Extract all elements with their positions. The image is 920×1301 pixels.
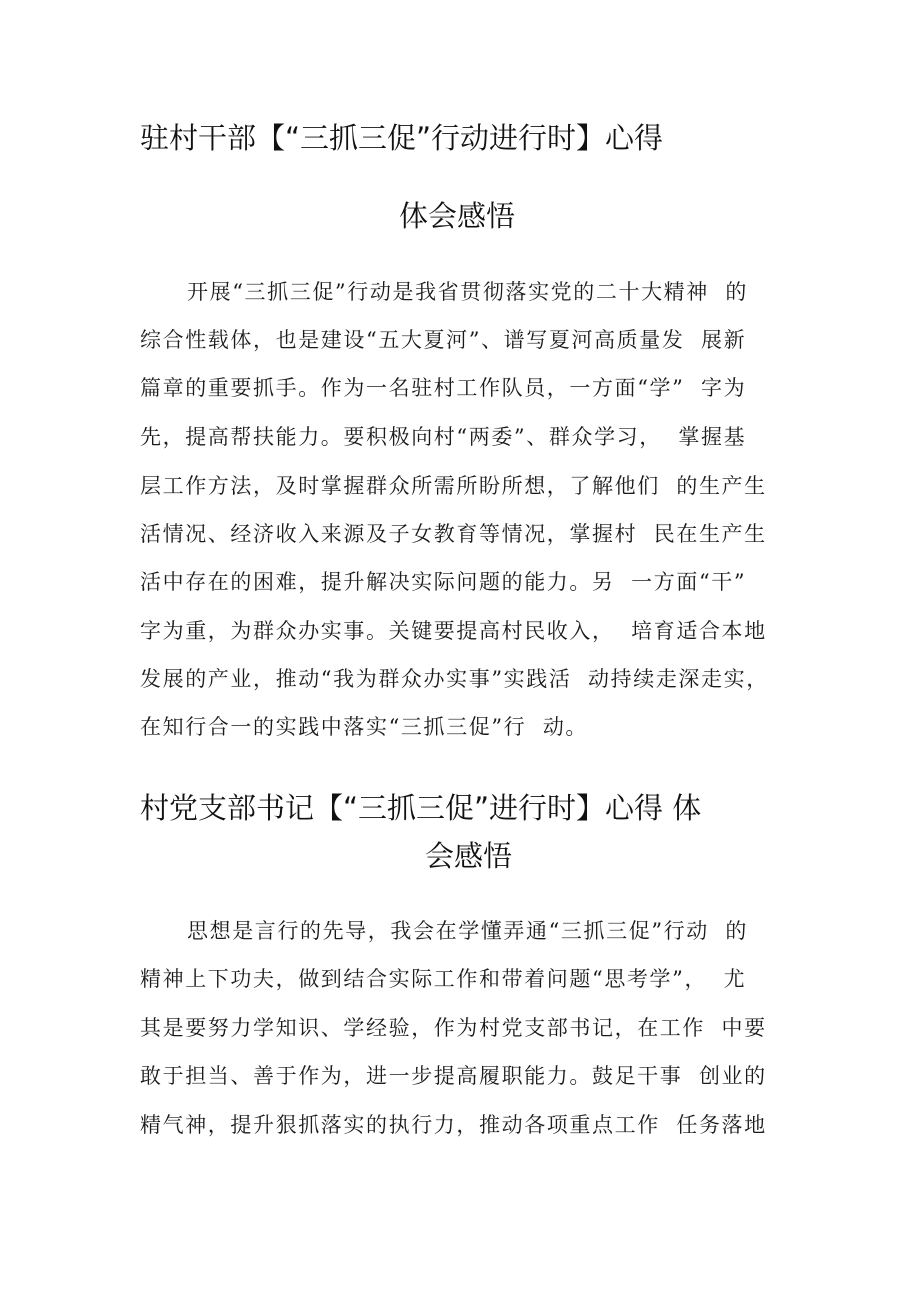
section2-paragraph-line: 思想是言行的先导，我会在学懂弄通“三抓三促”行动 的: [187, 919, 749, 943]
section1-paragraph-line: 活中存在的困难，提升解决实际问题的能力。另 一方面“干”: [140, 570, 747, 594]
section1-title-line1: 驻村干部【“三抓三促”行动进行时】心得: [140, 121, 664, 155]
section1-paragraph-line: 字为重，为群众办实事。关键要提高村民收入， 培育适合本地: [140, 619, 767, 643]
section2-title-line1: 村党支部书记【“三抓三促”进行时】心得 体: [140, 791, 702, 825]
section1-paragraph-line: 层工作方法，及时掌握群众所需所盼所想，了解他们 的生产生: [140, 474, 767, 498]
section1-paragraph-line: 在知行合一的实践中落实“三抓三促”行 动。: [140, 715, 589, 739]
section1-paragraph-line: 综合性载体，也是建设“五大夏河”、谱写夏河高质量发 展新: [140, 328, 747, 352]
section2-title-line2: 会感悟: [425, 839, 513, 873]
section1-title-line2: 体会感悟: [399, 199, 516, 233]
section1-paragraph-line: 发展的产业，推动“我为群众办实事”实践活 动持续走深走实，: [140, 667, 769, 691]
section2-paragraph-line: 精神上下功夫，做到结合实际工作和带着问题“思考学”， 尤: [140, 967, 747, 991]
section2-paragraph-line: 精气神，提升狠抓落实的执行力，推动各项重点工作 任务落地: [140, 1113, 767, 1137]
section2-paragraph-line: 其是要努力学知识、学经验，作为村党支部书记，在工作 中要: [140, 1016, 767, 1040]
section1-paragraph-line: 先，提高帮扶能力。要积极向村“两委”、群众学习， 掌握基: [140, 425, 747, 449]
section1-paragraph-line: 开展“三抓三促”行动是我省贯彻落实党的二十大精神 的: [187, 280, 749, 304]
section2-paragraph-line: 敢于担当、善于作为，进一步提高履职能力。鼓足干事 创业的: [140, 1064, 767, 1088]
section1-paragraph-line: 篇章的重要抓手。作为一名驻村工作队员，一方面“学” 字为: [140, 376, 747, 400]
section1-paragraph-line: 活情况、经济收入来源及子女教育等情况，掌握村 民在生产生: [140, 522, 767, 546]
